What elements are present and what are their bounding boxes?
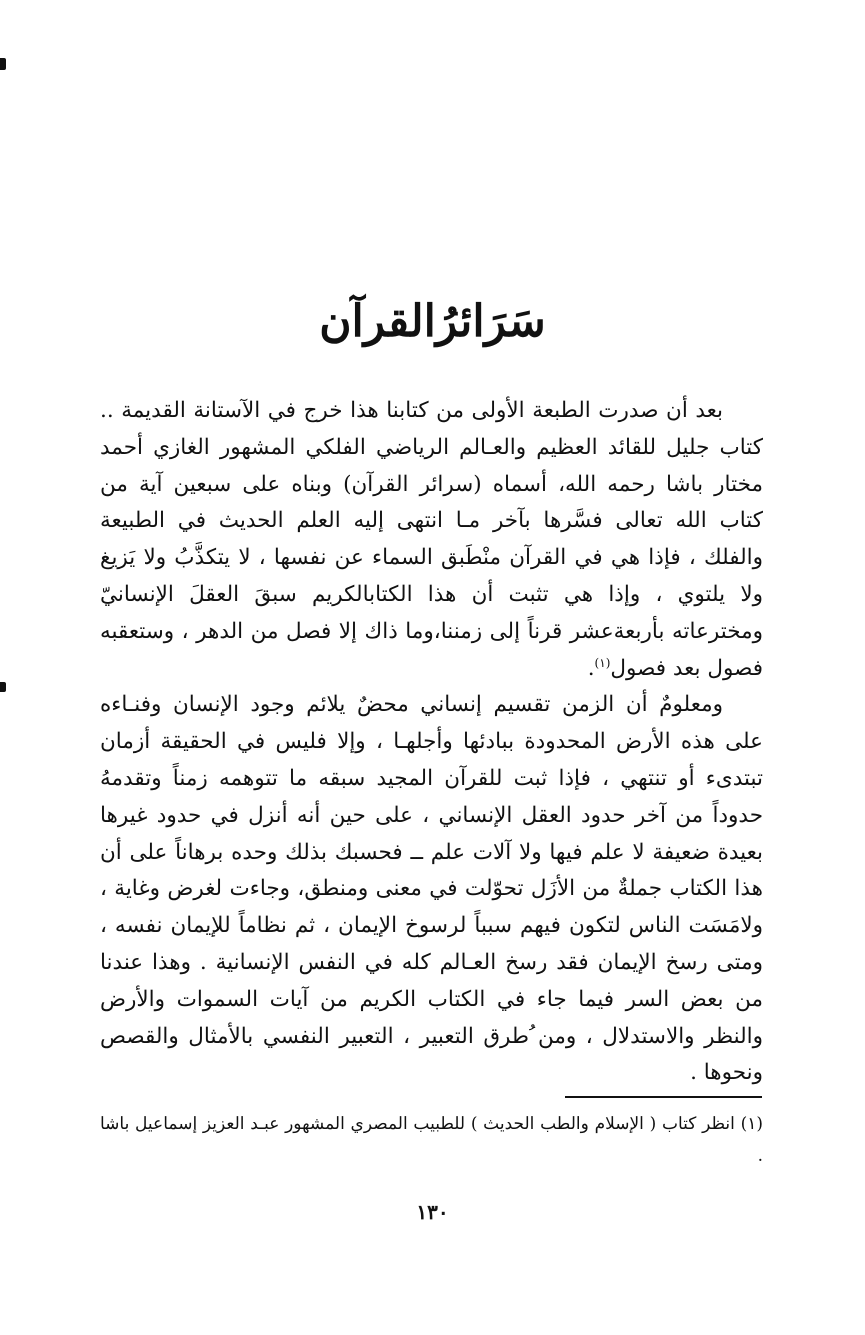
main-text bbox=[100, 393, 763, 1092]
scan-edge-mark-middle bbox=[0, 682, 6, 692]
page-number: ١٣٠ bbox=[416, 1200, 449, 1224]
paragraph-1 bbox=[100, 393, 763, 687]
footnote: (١) انظر كتاب ( الإسلام والطب الحديث ) للطبيب المصري المشهور عبـد العزيز إسماعيل باشا . bbox=[100, 1114, 763, 1166]
chapter-title: سَرَائرُالقرآن bbox=[319, 296, 546, 348]
paragraph-1-text: بعد أن صدرت الطبعة الأولى من كتابنا هذا خرج في الآستانة القديمة .. كتاب جليل للقائد العظيم والعـالم الرياضي الفلكي المشهور الغازي أحمد مختار باشا رحمه الله، أسماه (سرائر القرآن) وبناه على سبعين آية من كتاب الله تعالى فسَّرها بآخر مـا انتهى إليه العلم الحديث في الطبيعة والفلك ، فإذا هي في القرآن منْطَبق السماء عن نفسها ، لا يتكذَّبُ ولا يَزيغ ولا يلتوي ، وإذا هي تثبت أن هذا الكتابالكريم سبقَ العقلَ الإنسانيّ ومخترعاته بأربعةعشر قرناً إلى زمننا،وما ذاك إلا فصل من الدهر ، وستعقبه فصول بعد فصول bbox=[100, 398, 763, 681]
footnote-reference[interactable]: (١) bbox=[594, 655, 611, 670]
paragraph-1-end: . bbox=[587, 655, 595, 681]
footnote-separator bbox=[565, 1096, 762, 1098]
paragraph-2 bbox=[100, 687, 763, 1092]
paragraph-2-text: ومعلومٌ أن الزمن تقسيم إنساني محضٌ يلائم وجود الإنسان وفنـاءه على هذه الأرض المحدودة ببادئها وأجلهـا ، وإلا فليس في الحقيقة أزمان تبتدىء أو تنتهي ، فإذا ثبت للقرآن المجيد سبقه ما تتوهمه زمناً وتقدمهُ حدوداً من آخر حدود العقل الإنساني ، على حين أنه أنزل في حدود غيرها بعيدة ضعيفة لا علم فيها ولا آلات علم ــ فحسبك بذلك وحده برهاناً على أن هذا الكتاب جملةٌ من الأزَل تحوّلت في معنى ومنطق، وجاءت لغرض وغاية ، ولامَسَت الناس لتكون فيهم سبباً لرسوخ الإيمان ، ثم نظاماً للإيمان نفسه ، ومتى رسخ الإيمان فقد رسخ العـالم كله في النفس الإنسانية . وهذا عندنا من بعض السر فيما جاء في الكتاب الكريم من آيات السموات والأرض والنظر والاستدلال ، ومن ُطرق التعبير ، التعبير النفسي بالأمثال والقصص ونحوها . bbox=[100, 692, 763, 1086]
scan-edge-mark-top bbox=[0, 58, 6, 70]
